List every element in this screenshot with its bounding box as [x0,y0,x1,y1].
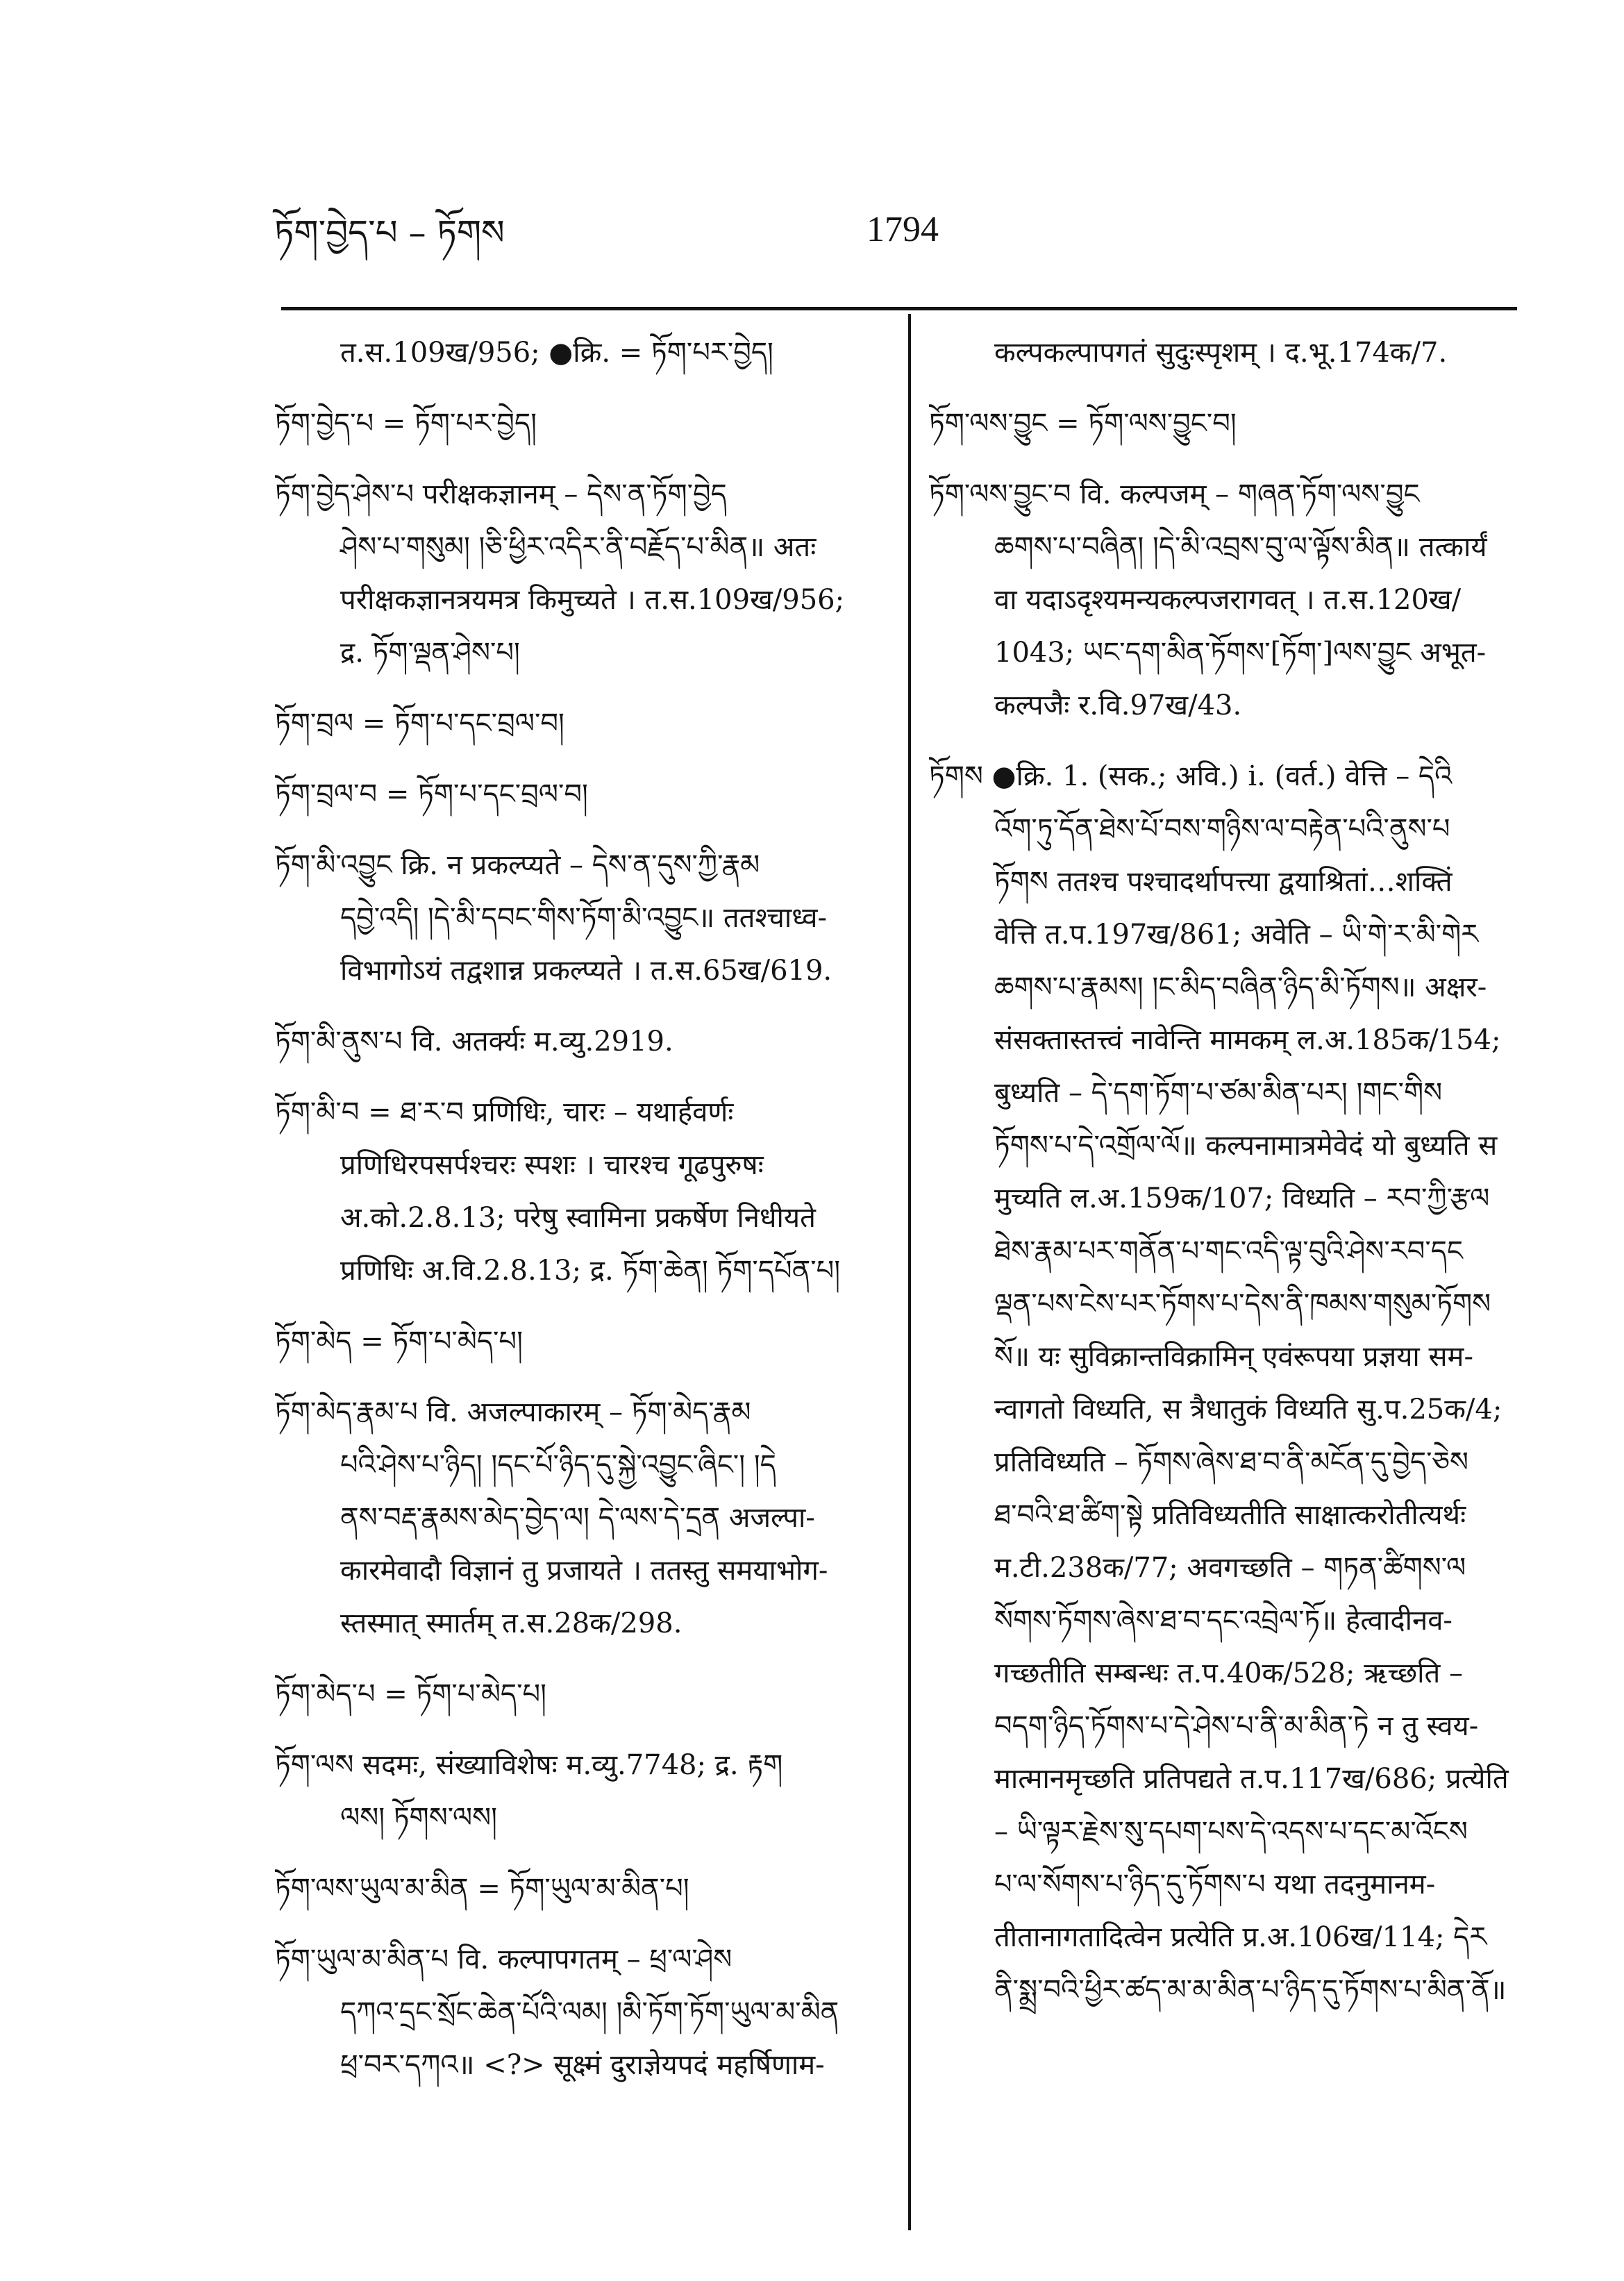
dictionary-entry [275,1933,886,2091]
entry-line: वेत्ति त.प.197ख/861; अवेति – ཡི་གེ་ར་མི་གེར [994,919,1479,951]
entry-line: कल्पकल्पापगतं सुदुःस्पृशम् । द.भू.174क/7. [994,337,1448,369]
entry-line: बुध्यति – དེ་དག་ཏོག་པ་ཙམ་མིན་པར། །གང་གིས [994,1077,1443,1109]
entry-line: गच्छतीति सम्बन्धः त.प.40क/528; ऋच्छति – [994,1657,1464,1689]
dictionary-entry [275,1668,886,1721]
entry-line: དཀའ་དྲང་སྲོང་ཆེན་པོའི་ལམ། །མི་ཏོག་ཏོག་ཡུལ་མ་མིན [340,1996,839,2028]
right-column [929,326,1526,2034]
entry-line: प्रणिधिः अ.वि.2.8.13; द्र. ཏོག་ཆེན། ཏོག་དཔོན་པ། [340,1255,841,1287]
entry-line: ཏོག་བྱེད་པ = ཏོག་པར་བྱེད། [275,408,537,440]
entry-line: परीक्षकज्ञानत्रयमत्र किमुच्यते । त.स.109ख/956; [340,584,845,616]
entry-line: དབྱེ་འདི། །དེ་མི་དབང་གིས་ཏོག་མི་འབྱུང॥ ततश्चाध्व- [340,902,828,934]
entry-line: न्वागतो विध्यति, स त्रैधातुकं विध्यति सु.प.25क/4; [994,1394,1502,1426]
entry-line: ཏོག་མེད་པ = ཏོག་པ་མེད་པ། [275,1678,546,1710]
entry-line: ཐེས་རྣམ་པར་གནོན་པ་གང་འདི་ལྟ་བུའི་ཤེས་རབ་དང [994,1235,1463,1267]
entry-line: ལྡན་པས་ངེས་པར་ཏོགས་པ་དེས་ནི་ཁམས་གསུམ་ཏོགས [994,1288,1491,1320]
entry-line: ཏོག་མེད་རྣམ་པ वि. अजल्पाकारम् – ཏོག་མེད་རྣམ [275,1396,751,1428]
entry-line: ཤེས་པ་གསུམ། །ཅི་ཕྱིར་འདིར་ནི་བརྗོད་པ་མིན॥ अतः [340,531,817,563]
entry-line: ཏོག་ལས་ཡུལ་མ་མིན = ཏོག་ཡུལ་མ་མིན་པ། [275,1873,689,1905]
entry-line: བདག་ཉིད་ཏོགས་པ་དེ་ཤེས་པ་ནི་མ་མིན་ཏེ न तु स्वय- [994,1710,1479,1742]
header-rule [281,307,1517,310]
entry-line: ཏོགས་པ་དེ་འགྲོལ་ལོ॥ कल्पनामात्रमेवेदं यो बुध्यति स [994,1130,1498,1162]
entry-line: ཏོག་བྱེད་ཤེས་པ परीक्षकज्ञानम् – དེས་ན་ཏོག་བྱེད [275,478,727,510]
dictionary-entry [275,1862,886,1915]
entry-line: तीतानागतादित्वेन प्रत्येति प्र.अ.106ख/114; དེར [994,1921,1487,1953]
entry-line: विभागोऽयं तद्वशान्न प्रकल्प्यते । त.स.65ख/619. [340,955,832,987]
entry-line: ལས། ཏོགས་ལས། [340,1802,498,1834]
entry-line: अ.को.2.8.13; परेषु स्वामिना प्रकर्षेण निधीयते [340,1202,816,1234]
running-head: ཏོག་བྱེད་པ – ཏོགས [274,212,505,253]
entry-line: ཏོག་ལས་བྱུང = ཏོག་ལས་བྱུང་བ། [929,408,1237,440]
entry-line: པ་ལ་སོགས་པ་ཉིད་དུ་ཏོགས་པ यथा तदनुमानम- [994,1869,1436,1900]
dictionary-entry [929,326,1526,379]
entry-line: ཏོག་བྲལ་བ = ཏོག་པ་དང་བྲལ་བ། [275,778,588,810]
dictionary-entry [275,397,886,450]
dictionary-entry [275,326,886,379]
entry-line: कल्पजैः र.वि.97ख/43. [994,690,1242,721]
entry-line: त.स.109ख/956; ●क्रि. = ཏོག་པར་བྱེད། [340,337,773,369]
entry-line: द्र. ཏོག་ལྡན་ཤེས་པ། [340,637,520,669]
dictionary-entry [929,397,1526,450]
dictionary-entry [929,750,1526,2016]
entry-line: कारमेवादौ विज्ञानं तु प्रजायते । ततस्तु समयाभोग- [340,1555,828,1587]
page-number: 1794 [867,210,939,249]
entry-line: ཏོག་ལས सदमः, संख्याविशेषः म.व्यु.7748; द्र. རྟག [275,1749,783,1781]
dictionary-entry [275,839,886,997]
entry-line: वा यदाऽदृश्यमन्यकल्पजरागवत् । त.स.120ख/ [994,584,1462,616]
entry-line: ཏོགས ●क्रि. 1. (सक.; अवि.) i. (वर्त.) वेत्ति – དེའི [929,760,1453,792]
entry-line: ཏོག་མེད = ཏོག་པ་མེད་པ། [275,1326,523,1357]
entry-line: སོགས་ཏོགས་ཞེས་ཐ་བ་དང་འབྲེལ་ཏོ॥ हेत्वादीनव- [994,1605,1453,1637]
dictionary-entry [275,768,886,821]
entry-line: स्तस्मात् स्मार्तम् त.स.28क/298. [340,1607,683,1639]
entry-line: ནི་སྨྲ་བའི་ཕྱིར་ཚད་མ་མ་མིན་པ་ཉིད་དུ་ཏོགས་པ་མིན་ནོ॥ [994,1974,1507,2006]
entry-line: ཐ་བའི་ཐ་ཚིག་སྟེ प्रतिविध्यतीति साक्षात्करोतीत्यर्थः [994,1499,1466,1531]
dictionary-entry [275,1386,886,1650]
dictionary-entry [275,468,886,679]
entry-line: ཆགས་པ་བཞིན། །དེ་མི་འབྲས་བུ་ལ་ལྟོས་མིན॥ तत्कार्यं [994,531,1487,563]
entry-line: मात्मानमृच्छति प्रतिपद्यते त.प.117ख/686; प्रत्येति [994,1763,1509,1795]
entry-line: प्रणिधिरपसर्पश्चरः स्पशः । चारश्च गूढपुरुषः [340,1149,764,1181]
entry-line: ཆགས་པ་རྣམས། །ང་མིད་བཞིན་ཉིད་མི་ཏོགས॥ अक्षर- [994,971,1487,1003]
entry-line: སོ॥ यः सुविक्रान्तविक्रामिन् एवंरूपया प्रज्ञया सम- [994,1341,1473,1373]
dictionary-entry [275,1739,886,1844]
entry-line: प्रतिविध्यति – ཏོགས་ཞེས་ཐ་བ་ནི་མངོན་དུ་བྱེད་ཅེས [994,1446,1468,1478]
left-column [275,326,886,2109]
entry-line: ཏོག་བྲལ = ཏོག་པ་དང་བྲལ་བ། [275,708,564,740]
entry-line: ཏོག་ཡུལ་མ་མིན་པ वि. कल्पापगतम् – ཕྲ་ལ་ཤེས [275,1944,733,1975]
entry-line: ཏོག་མི་ནུས་པ वि. अतर्क्यः म.व्यु.2919. [275,1026,673,1058]
entry-line: ཕྲ་བར་དཀའ॥ <?> सूक्ष्मं दुराज्ञेयपदं महर्षिणाम- [340,2049,825,2081]
dictionary-entry [275,1015,886,1068]
entry-line: ཏོག་མི་འབྱུང क्रि. न प्रकल्प्यते – དེས་ན་དུས་ཀྱི་རྣམ [275,849,760,881]
dictionary-entry [275,1086,886,1297]
entry-line: 1043; ཡང་དག་མིན་ཏོགས་[ཏོག་]ལས་བྱུང अभूत- [994,637,1487,669]
entry-line: ནས་བརྡ་རྣམས་མེད་བྱེད་ལ། དེ་ལས་དེ་དྲན अजल्पा- [340,1502,815,1534]
dictionary-entry [275,1315,886,1368]
entry-line: मुच्यति ल.अ.159क/107; विध्यति – རབ་ཀྱི་རྩལ [994,1183,1490,1214]
entry-line: འོག་ཏུ་དོན་ཐེས་པོ་བས་གཉིས་ལ་བརྟེན་པའི་ནུས་པ [994,813,1450,845]
entry-line: म.टी.238क/77; अवगच्छति – གཏན་ཚིགས་ལ [994,1552,1466,1584]
entry-line: – ཡི་ལྟར་རྗེས་སུ་དཔག་པས་དེ་འདས་པ་དང་མ་འོངས [994,1816,1468,1848]
entry-line: ཏོག་ལས་བྱུང་བ वि. कल्पजम् – གཞན་ཏོག་ལས་བྱུང [929,478,1420,510]
entry-line: संसक्तास्तत्त्वं नावेन्ति मामकम् ल.अ.185क/154; [994,1024,1501,1056]
dictionary-entry [929,468,1526,732]
entry-line: ཏོག་མི་བ = ཐ་ར་བ प्रणिधिः, चारः – यथार्हवर्णः [275,1096,734,1128]
entry-line: ཏོགས ततश्च पश्चादर्थापत्त्या द्वयाश्रितां…शक्तिं [994,866,1453,898]
dictionary-entry [275,697,886,750]
entry-line: པའི་ཤེས་པ་ཉིད། །དང་པོ་ཉིད་དུ་སྐྱེ་འབྱུང་ཞིང་། །དེ [340,1449,776,1481]
column-divider [908,314,911,2230]
